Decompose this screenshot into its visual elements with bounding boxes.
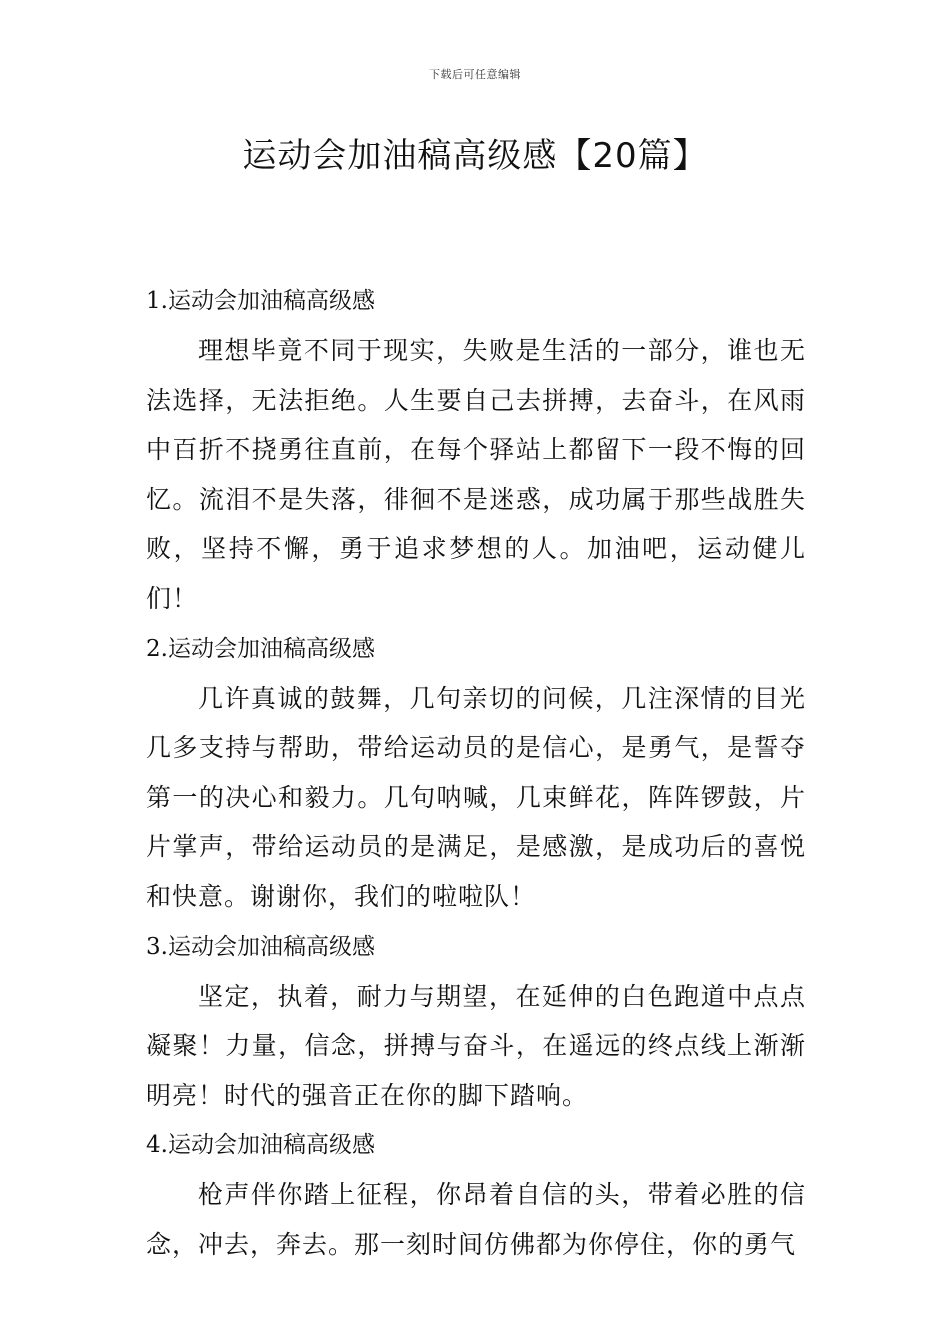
section-heading: 4.运动会加油稿高级感: [146, 1132, 375, 1159]
section-paragraph: 几许真诚的鼓舞，几句亲切的问候，几注深情的目光几多支持与帮助，带给运动员的是信心，是勇气，是誓夺第一的决心和毅力。几句呐喊，几束鲜花，阵阵锣鼓，片片掌声，带给运动员的是满足，是感激，是成功后的喜悦和快意。谢谢你，我们的啦啦队！: [146, 683, 806, 911]
document-title: 运动会加油稿高级感【20篇】: [242, 136, 708, 176]
section-2: [146, 624, 806, 922]
section-heading: 2.运动会加油稿高级感: [146, 635, 375, 662]
section-paragraph: 理想毕竟不同于现实，失败是生活的一部分，谁也无法选择，无法拒绝。人生要自己去拼搏，去奋斗，在风雨中百折不挠勇往直前，在每个驿站上都留下一段不悔的回忆。流泪不是失落，徘徊不是迷惑，成功属于那些战胜失败，坚持不懈，勇于追求梦想的人。加油吧，运动健儿们！: [146, 336, 806, 613]
document-body: [146, 276, 806, 1270]
section-4: [146, 1120, 806, 1269]
header-note: 下载后可任意编辑: [429, 68, 521, 81]
section-3: [146, 922, 806, 1121]
section-heading: 1.运动会加油稿高级感: [146, 288, 375, 314]
section-paragraph: 坚定，执着，耐力与期望，在延伸的白色跑道中点点凝聚！力量，信念，拼搏与奋斗，在遥远的终点线上渐渐明亮！时代的强音正在你的脚下踏响。: [146, 981, 806, 1110]
section-paragraph: 枪声伴你踏上征程，你昂着自信的头，带着必胜的信念，冲去，奔去。那一刻时间仿佛都为你停住，你的勇气: [146, 1180, 806, 1259]
section-1: [146, 276, 806, 624]
section-heading: 3.运动会加油稿高级感: [146, 933, 375, 960]
